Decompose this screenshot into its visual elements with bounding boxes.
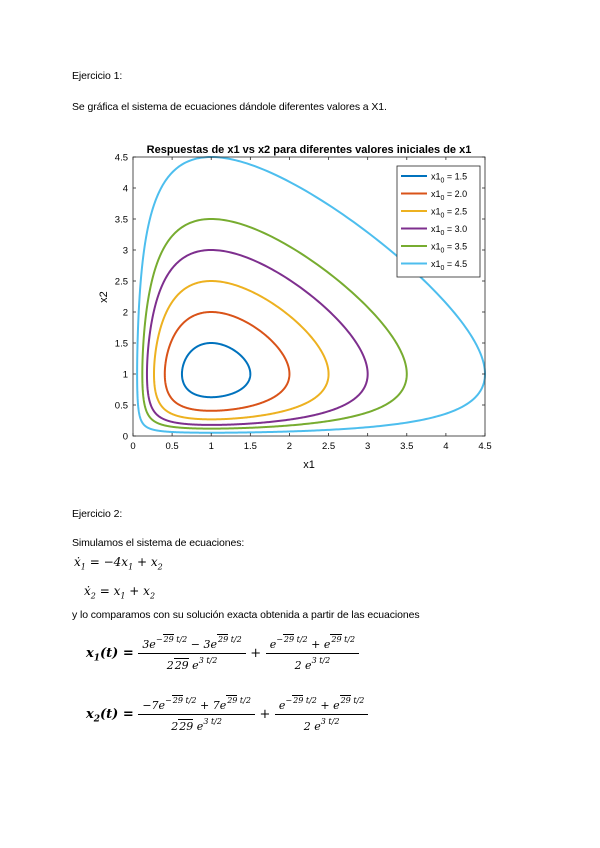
x-tick-label: 2 bbox=[286, 441, 293, 452]
x-axis-label: x1 bbox=[303, 459, 315, 471]
x-tick-label: 1 bbox=[208, 441, 214, 452]
y-tick-label: 4.5 bbox=[114, 152, 128, 164]
legend-entry: $x1_0 = 1.5$ bbox=[431, 171, 468, 185]
legend-entry: $x1_0 = 4.5$ bbox=[431, 259, 468, 272]
equation-x2-dot: $ẋ_2 = x_1 + x_2$ bbox=[84, 584, 156, 601]
legend-entry: $x1_0 = 2.0$ bbox=[431, 189, 468, 202]
x-tick-label: 2.5 bbox=[321, 441, 336, 452]
y-axis-label: x2 bbox=[98, 291, 110, 303]
exercise2-title: Ejercicio 2: bbox=[72, 508, 123, 520]
chart-title: Respuestas de x1 vs x2 para diferentes valores iniciales de x1 bbox=[146, 144, 472, 156]
x-tick-label: 0.5 bbox=[165, 441, 179, 452]
x-tick-label: 4.5 bbox=[478, 441, 492, 452]
y-tick-label: 3 bbox=[122, 245, 128, 257]
y-tick-label: 0.5 bbox=[114, 400, 128, 412]
series-line bbox=[182, 343, 250, 397]
series-line bbox=[154, 281, 329, 419]
exercise1-description: Se gráfica el sistema de ecuaciones dándole diferentes valores a X1. bbox=[72, 101, 387, 113]
x-tick-label: 0 bbox=[130, 441, 136, 452]
y-tick-label: 1.5 bbox=[114, 338, 128, 350]
legend-entry: $x1_0 = 3.0$ bbox=[431, 224, 468, 237]
exercise2-intro: Simulamos el sistema de ecuaciones: bbox=[72, 537, 245, 549]
y-tick-label: 2 bbox=[122, 307, 128, 319]
x-tick-label: 3 bbox=[365, 441, 371, 452]
y-tick-label: 3.5 bbox=[114, 214, 128, 226]
solution-x1: $x_1(t)$ = $\frac{3e^{-29 t/2} - 3e^{29 t/2}}{229 e^{3 t/2}}$ + $\frac{e^{-29 t/2} + e^{29 t/2}}{2 e^{3 t/2}}$ bbox=[86, 635, 359, 672]
y-tick-label: 4 bbox=[122, 183, 128, 195]
solution-x2: $x_2(t)$ = $\frac{-7e^{-29 t/2} + 7e^{29 t/2}}{229 e^{3 t/2}}$ + $\frac{e^{-29 t/2} + e^{29 t/2}}{2 e^{3 t/2}}$ bbox=[86, 696, 368, 733]
x-tick-label: 4 bbox=[443, 441, 449, 452]
exercise2-compare: y lo comparamos con su solución exacta obtenida a partir de las ecuaciones bbox=[72, 609, 420, 621]
legend-entry: $x1_0 = 2.5$ bbox=[431, 206, 468, 220]
y-tick-label: 0 bbox=[122, 431, 128, 443]
series-line bbox=[147, 250, 368, 425]
legend-entry: $x1_0 = 3.5$ bbox=[431, 241, 468, 255]
x-tick-label: 3.5 bbox=[400, 441, 414, 452]
exercise1-title: Ejercicio 1: bbox=[72, 70, 123, 82]
x-tick-label: 1.5 bbox=[243, 441, 257, 452]
y-tick-label: 2.5 bbox=[114, 276, 128, 288]
y-tick-label: 1 bbox=[122, 369, 128, 381]
equation-x1-dot: $ẋ_1 = -4x_1 + x_2$ bbox=[74, 555, 163, 572]
